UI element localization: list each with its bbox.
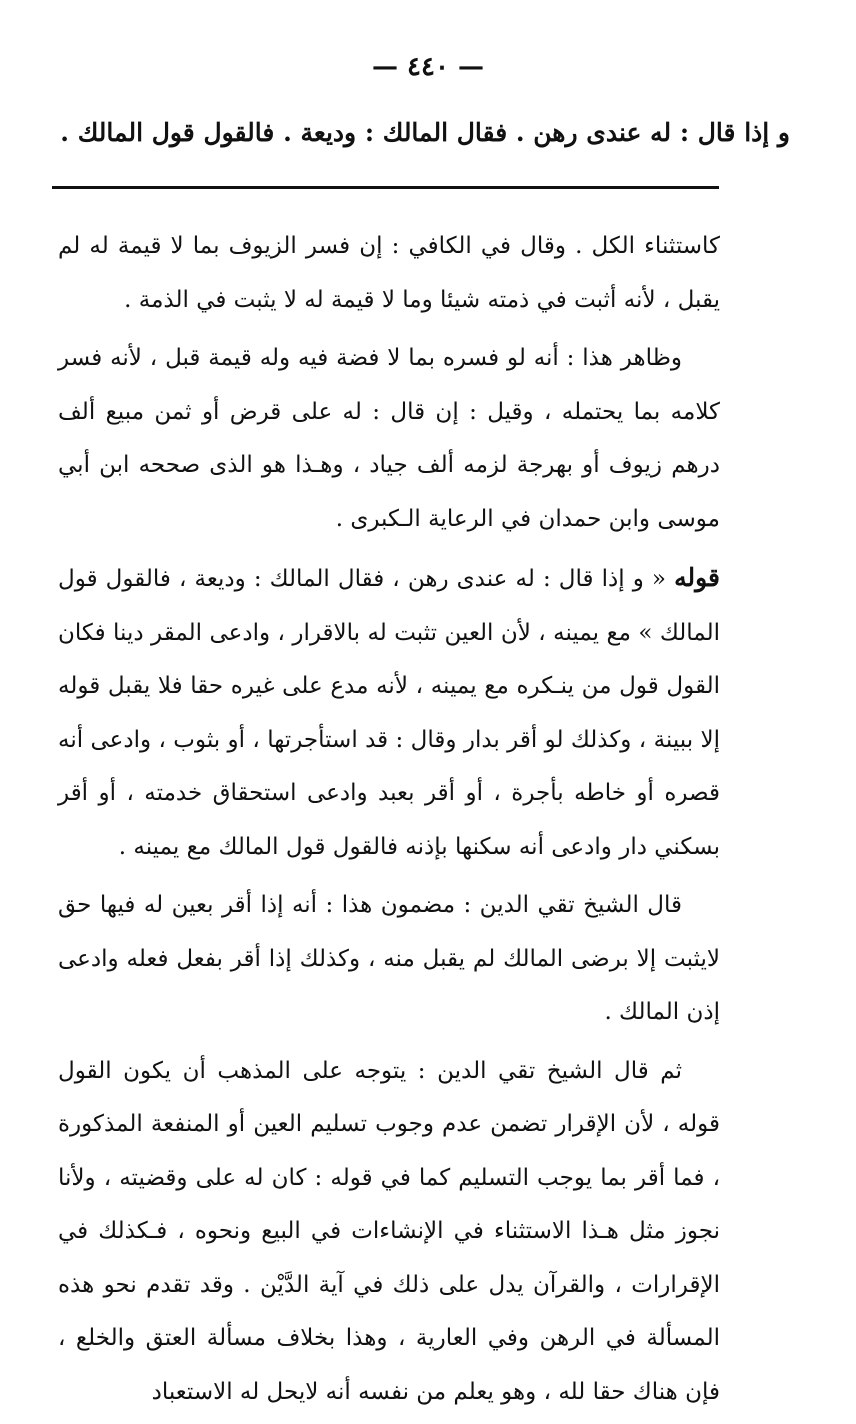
paragraph-text: قال الشيخ تقي الدين : مضمون هذا : أنه إذا أقر بعين له فيها حق لايثبت إلا برضى المالك لم يقبل منه ، وكذلك إذا أقر بفعل فعله وادعى إذن المالك . [58,892,720,1025]
page-number: — ٤٤٠ — [371,52,485,82]
paragraph-5 [58,1045,720,1420]
running-header: و إذا قال : له عندى رهن . فقال المالك : وديعة . فالقول قول المالك . [60,118,790,147]
header-divider [52,186,719,189]
paragraph-3 [58,551,720,874]
body-text [58,220,720,1424]
paragraph-text: كاستثناء الكل . وقال في الكافي : إن فسر الزيوف بما لا قيمة له لم يقبل ، لأنه أثبت في ذمته شيئا وما لا قيمة له لا يثبت في الذمة . [58,233,720,313]
commentary-keyword: قوله [674,563,720,592]
paragraph-text: وظاهر هذا : أنه لو فسره بما لا فضة فيه وله قيمة قبل ، لأنه فسر كلامه بما يحتمله ، وقيل : إن قال : له على قرض أو ثمن مبيع ألف درهم زيوف أو بهرجة لزمه ألف جياد ، وهـذا هو الذى صححه ابن أبي موسى وابن حمدان في الرعاية الـكبرى . [58,345,720,532]
paragraph-1 [58,220,720,327]
paragraph-text: « و إذا قال : له عندى رهن ، فقال المالك : وديعة ، فالقول قول المالك » مع يمينه ، لأن العين تثبت له بالاقرار ، وادعى المقر دينا فكان القول قول من ينـكره مع يمينه ، لأنه مدع على غيره حقا فلا يقبل قوله إلا ببينة ، وكذلك لو أقر بدار وقال : قد استأجرتها ، أو بثوب ، وادعى أنه قصره أو خاطه بأجرة ، أو أقر بعبد وادعى استحقاق خدمته ، أو أقر بسكني دار وادعى أنه سكنها بإذنه فالقول قول المالك مع يمينه . [58,566,720,860]
paragraph-2 [58,332,720,546]
paragraph-text: ثم قال الشيخ تقي الدين : يتوجه على المذهب أن يكون القول قوله ، لأن الإقرار تضمن عدم وجوب تسليم العين أو المنفعة المذكورة ، فما أقر بما يوجب التسليم كما في قوله : كان له على وقضيته ، ولأنا نجوز مثل هـذا الاستثناء في الإنشاءات في البيع ونحوه ، فـكذلك في الإقرارات ، والقرآن يدل على ذلك في آية الدَّيْن . وقد تقدم نحو هذه المسألة في الرهن وفي العارية ، وهذا بخلاف مسألة العتق والخلع ، فإن هناك حقا لله ، وهو يعلم من نفسه أنه لايحل له الاستعباد [58,1057,720,1405]
paragraph-4 [58,879,720,1040]
